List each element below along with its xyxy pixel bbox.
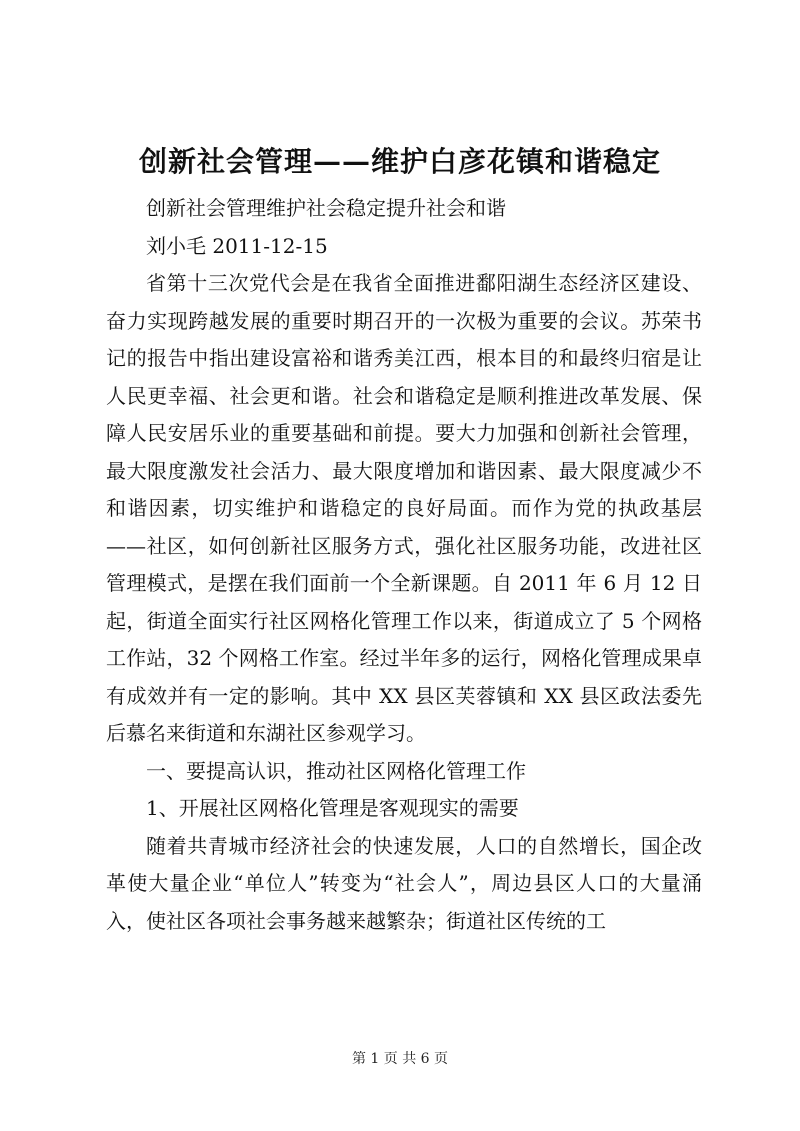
author-date-paragraph: 刘小毛 2011-12-15 [146,233,328,258]
section-heading: 一、要提高认识，推动社区网格化管理工作 [146,758,526,783]
document-body [106,190,702,940]
body-paragraph: 省第十三次党代会是在我省全面推进鄱阳湖生态经济区建设、奋力实现跨越发展的重要时期召开的一次极为重要的会议。苏荣书记的报告中指出建设富裕和谐秀美江西，根本目的和最终归宿是让人民更幸福、社会更和谐。社会和谐稳定是顺利推进改革发展、保障人民安居乐业的重要基础和前提。要大力加强和创新社会管理，最大限度激发社会活力、最大限度增加和谐因素、最大限度减少不和谐因素，切实维护和谐稳定的良好局面。而作为党的执政基层——社区，如何创新社区服务方式，强化社区服务功能，改进社区管理模式，是摆在我们面前一个全新课题。自 2011 年 6 月 12 日起，街道全面实行社区网格化管理工作以来，街道成立了 5 个网格工作站，32 个网格工作室。经过半年多的运行，网格化管理成果卓有成效并有一定的影响。其中 XX 县区芙蓉镇和 XX 县区政法委先后慕名来街道和东湖社区参观学习。 [106,271,702,745]
document-title: 创新社会管理——维护白彦花镇和谐稳定 [138,145,661,178]
subsection-heading: 1、开展社区网格化管理是客观现实的需要 [146,796,519,820]
page-footer: 第 1 页 共 6 页 [351,1051,449,1067]
body-paragraph: 随着共青城市经济社会的快速发展，人口的自然增长，国企改革使大量企业“单位人”转变为“社会人”，周边县区人口的大量涌入，使社区各项社会事务越来越繁杂；街道社区传统的工 [106,833,702,933]
subtitle-paragraph: 创新社会管理维护社会稳定提升社会和谐 [146,196,506,220]
